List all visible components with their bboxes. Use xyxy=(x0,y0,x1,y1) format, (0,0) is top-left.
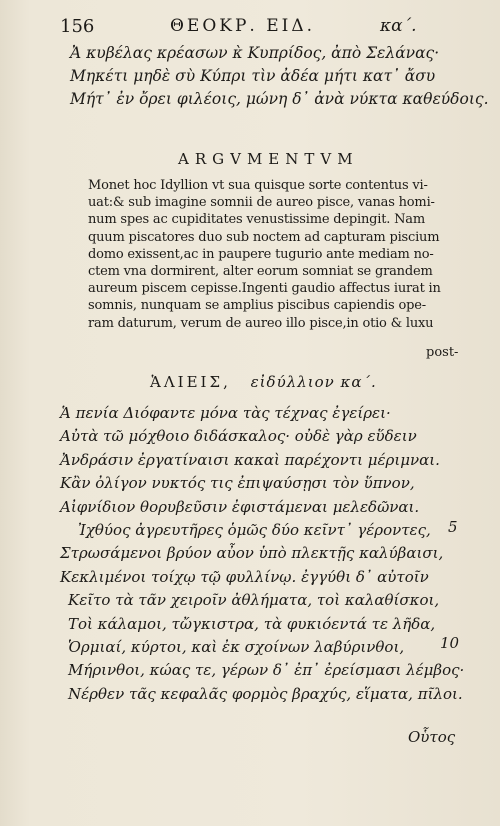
line-number-10: 10 xyxy=(440,634,460,652)
poem-line: Ἰχθύος ἀγρευτῆρες ὁμῶς δύο κεῖντ᾽ γέροντες, xyxy=(78,521,431,540)
poem-line: Νέρθεν τᾶς κεφαλᾶς φορμὸς βραχύς, εἵματα, πῖλοι. xyxy=(68,684,463,703)
argument-text xyxy=(88,177,456,332)
poem-line: Μήρινθοι, κώας τε, γέρων δ᾽ ἐπ᾽ ἐρείσμασι λέμβος· xyxy=(68,661,465,680)
poem-line: Κεκλιμένοι τοίχῳ τῷ φυλλίνῳ. ἐγγύθι δ᾽ αὐτοῖν xyxy=(60,567,429,586)
poem-title xyxy=(150,373,377,391)
argument-line: ctem vna dormirent, alter eorum somniat se grandem xyxy=(88,264,433,280)
argument-line: num spes ac cupiditates venustissime depingit. Nam xyxy=(88,212,425,228)
verse-line: Μηκέτι μηδὲ σὺ Κύπρι τὶν ἀδέα μήτι κατ᾽ ἄσυ xyxy=(70,67,436,85)
line-number-5: 5 xyxy=(448,518,458,536)
poem-body xyxy=(60,402,470,706)
poem-line: Στρωσάμενοι βρύον αὖον ὑπὸ πλεκτῇς καλύβαισι, xyxy=(60,544,444,563)
argument-line: Monet hoc Idyllion vt sua quisque sorte contentus vi- xyxy=(88,178,428,193)
poem-line: Ἁ πενία Διόφαντε μόνα τὰς τέχνας ἐγείρει· xyxy=(60,404,391,422)
argument-line: quum piscatores duo sub noctem ad capturam piscium xyxy=(88,229,440,245)
argument-catchword: post- xyxy=(426,345,459,360)
argument-heading: ARGVMENTVM xyxy=(178,150,359,168)
poem-title-name: ἉΛΙΕΙΣ, xyxy=(150,373,231,391)
running-title: ΘΕΟΚΡ. ΕΙΔ. xyxy=(170,16,316,36)
argument-line: somnis, nunquam se amplius piscibus capiendis ope- xyxy=(88,298,426,314)
preceding-verses xyxy=(70,42,489,111)
poem-subtitle: εἰδύλλιον κα΄. xyxy=(250,373,377,391)
idyll-numeral: κα΄. xyxy=(380,16,417,36)
page-catchword: Οὗτος xyxy=(408,728,456,746)
poem-line: Κεῖτο τὰ τᾶν χειροῖν ἀθλήματα, τοὶ καλαθίσκοι, xyxy=(68,591,440,610)
argument-line: uat:& sub imagine somnii de aureo pisce, vanas homi- xyxy=(88,195,435,211)
verse-line: Ἀ κυβέλας κρέασων κ̀ Κυπρίδος, ἀπὸ Σελάνας· xyxy=(70,44,440,62)
poem-line: Ἀνδράσιν ἐργατίναισι κακαὶ παρέχοντι μέριμναι. xyxy=(60,450,440,469)
argument-line: aureum piscem cepisse.Ingenti gaudio affectus iurat in xyxy=(88,281,441,297)
poem-line: Τοὶ κάλαμοι, τὤγκιστρα, τὰ φυκιόεντά τε λῆδα, xyxy=(68,614,436,633)
poem-line: Αὐτὰ τῶ μόχθοιο διδάσκαλος· οὐδὲ γὰρ εὕδειν xyxy=(60,427,417,446)
page-number: 156 xyxy=(60,16,95,37)
poem-line: Αἰφνίδιον θορυβεῦσιν ἐφιστάμεναι μελεδῶναι. xyxy=(60,497,420,516)
argument-line: domo exissent,ac in paupere tugurio ante mediam no- xyxy=(88,246,434,262)
argument-line: ram daturum, verum de aureo illo pisce,in otio & luxu xyxy=(88,315,434,331)
poem-line: Ὁρμιαί, κύρτοι, καὶ ἐκ σχοίνων λαβύρινθοι, xyxy=(68,638,405,657)
page-header xyxy=(60,16,460,40)
poem-line: Κἂν ὀλίγον νυκτός τις ἐπιψαύσῃσι τὸν ὕπνον, xyxy=(60,474,415,493)
verse-line: Μήτ᾽ ἐν ὄρει φιλέοις, μώνη δ᾽ ἀνὰ νύκτα καθεύδοις. xyxy=(70,90,489,108)
